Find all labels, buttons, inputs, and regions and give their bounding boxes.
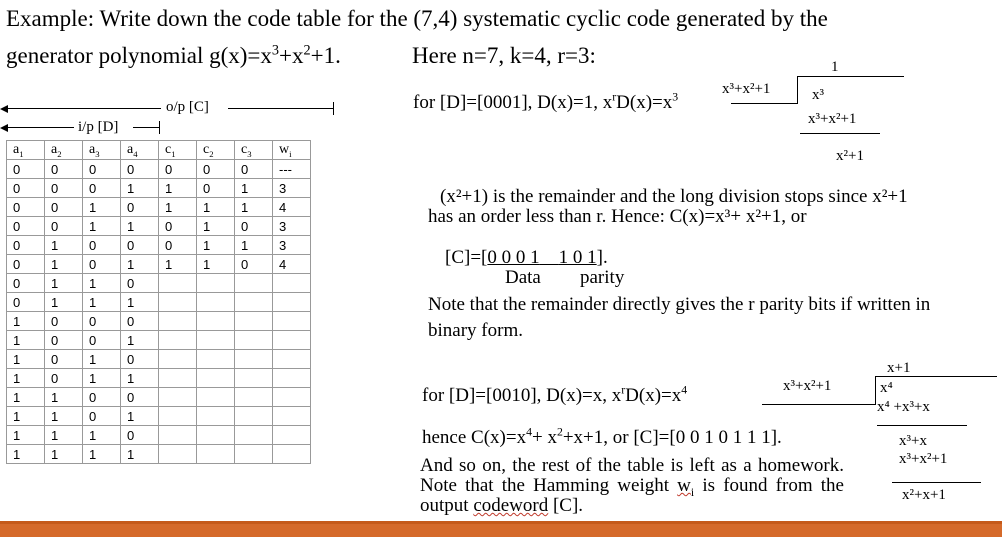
table-cell: 0 [121,312,159,331]
table-row [7,179,311,198]
table-cell: 1 [7,445,45,464]
column-header-a2: $a_2$ [45,141,83,160]
table-row [7,369,311,388]
table-cell [197,350,235,369]
table-row [7,198,311,217]
table-cell: 1 [45,426,83,445]
table-cell [159,407,197,426]
table-cell: 1 [83,198,121,217]
table-cell [159,274,197,293]
column-header-c2: $c_2$ [197,141,235,160]
footer-accent-bar [0,521,1002,537]
remainder-explanation-2: has an order less than r. Hence: C(x)=x³+ x²+1, or [428,206,807,227]
table-cell: 0 [83,255,121,274]
table-cell: 0 [121,160,159,179]
table-cell: 0 [121,198,159,217]
table-cell: 0 [45,217,83,236]
table-cell [273,369,311,388]
table-cell: 3 [273,217,311,236]
table-cell [273,274,311,293]
table-row [7,445,311,464]
table-cell: 1 [197,255,235,274]
table-cell: 1 [197,217,235,236]
table-cell [235,312,273,331]
table-cell: 0 [45,331,83,350]
table-cell [273,312,311,331]
table-cell [273,445,311,464]
table-cell: 0 [7,198,45,217]
table-cell: 1 [121,255,159,274]
table-row [7,388,311,407]
table-cell: 0 [235,217,273,236]
table-cell [273,350,311,369]
table-cell: 1 [197,198,235,217]
table-row [7,312,311,331]
table-header-row [7,141,311,160]
table-cell: 1 [235,236,273,255]
example1-statement: for [D]=[0001], D(x)=1, $x^rD(x)=x^3$ [413,90,679,113]
table-cell: 0 [197,179,235,198]
table-cell: 1 [83,369,121,388]
table-cell: 1 [45,255,83,274]
table-cell: 0 [7,255,45,274]
table-cell [197,369,235,388]
table-cell: 0 [83,160,121,179]
table-cell: 0 [159,160,197,179]
table-cell [235,369,273,388]
table-cell: 0 [45,160,83,179]
parity-label: parity [580,267,625,288]
table-cell: 1 [159,198,197,217]
table-cell: 0 [121,350,159,369]
table-cell: 0 [7,160,45,179]
table-cell: 0 [7,179,45,198]
table-cell: 1 [45,407,83,426]
table-cell: 0 [83,312,121,331]
table-cell: 1 [7,350,45,369]
table-cell: 0 [83,236,121,255]
example2-statement: for [D]=[0010], D(x)=x, $x^rD(x)=x^4$ [422,383,688,406]
table-cell: 0 [197,160,235,179]
title-line-1: Example: Write down the code table for the (7,4) systematic cyclic code generated by the [6,6,828,31]
table-cell: 1 [7,312,45,331]
table-cell: 0 [83,331,121,350]
table-cell [159,369,197,388]
column-header-a3: $a_3$ [83,141,121,160]
division2-subtract-1: x⁴ +x³+x [877,399,930,415]
table-row [7,331,311,350]
codeword-1: [C]=[0 0 0 1 1 0 1]. [445,247,608,268]
table-cell [273,407,311,426]
table-cell [197,445,235,464]
code-table [6,140,311,464]
table-cell [197,388,235,407]
table-cell: 0 [121,236,159,255]
table-cell [235,293,273,312]
code-parameters: Here n=7, k=4, r=3: [412,43,596,68]
remainder-explanation-1: (x²+1) is the remainder and the long division stops since x²+1 [440,186,908,207]
table-cell: 1 [7,331,45,350]
table-row [7,274,311,293]
table-cell: 0 [45,179,83,198]
table-cell: 1 [7,426,45,445]
table-row [7,293,311,312]
example2-result: hence $C(x)=x^4+ x^2+x+1$, or [C]=[0 0 1 0 1 1 1]. [422,425,782,448]
table-cell [235,407,273,426]
column-header-c3: $c_3$ [235,141,273,160]
column-header-wi: $w_i$ [273,141,311,160]
table-cell [235,350,273,369]
table-cell [235,445,273,464]
table-cell: 1 [121,331,159,350]
table-cell [273,331,311,350]
table-cell: 1 [83,217,121,236]
table-cell: 0 [83,388,121,407]
table-cell: 1 [7,388,45,407]
table-cell: 0 [7,293,45,312]
table-cell: --- [273,160,311,179]
table-cell [235,388,273,407]
division1-divisor: x³+x²+1 [722,81,771,97]
table-cell: 4 [273,198,311,217]
division2-dividend: x⁴ [880,380,893,396]
table-cell: 1 [121,179,159,198]
table-cell: 1 [83,445,121,464]
division1-remainder: x²+1 [836,148,864,164]
binary-note: Note that the remainder directly gives the r parity bits if written in binary form. [428,294,931,341]
table-row [7,426,311,445]
table-cell: 0 [235,160,273,179]
table-cell [159,312,197,331]
division1-subtract: x³+x²+1 [808,111,857,127]
table-cell: 1 [7,407,45,426]
table-cell: 1 [121,407,159,426]
table-cell [197,426,235,445]
table-cell: 0 [7,217,45,236]
table-cell: 1 [121,217,159,236]
division2-divisor: x³+x²+1 [783,378,832,394]
table-cell [159,445,197,464]
table-cell: 0 [121,388,159,407]
table-cell [159,331,197,350]
table-cell: 1 [45,445,83,464]
table-cell: 0 [121,426,159,445]
table-row [7,160,311,179]
table-cell: 0 [45,198,83,217]
division2-subtract-2: x³+x²+1 [899,451,948,467]
table-cell [273,388,311,407]
table-cell [197,407,235,426]
table-cell [159,293,197,312]
table-cell [159,426,197,445]
table-cell: 3 [273,179,311,198]
table-row [7,350,311,369]
table-cell: 1 [121,445,159,464]
table-cell [197,312,235,331]
table-cell: 1 [159,179,197,198]
table-row [7,217,311,236]
table-cell [235,426,273,445]
table-cell: 0 [159,236,197,255]
table-cell: 1 [45,388,83,407]
table-cell: 1 [45,274,83,293]
table-cell [273,426,311,445]
table-cell: 0 [45,350,83,369]
table-cell: 3 [273,236,311,255]
division1-dividend: x³ [812,87,824,103]
data-label: Data [505,267,541,288]
table-cell [235,274,273,293]
table-cell: 1 [235,198,273,217]
table-cell: 1 [83,293,121,312]
table-cell: 1 [197,236,235,255]
table-cell [273,293,311,312]
division2-remainder: x²+x+1 [902,487,946,503]
table-cell: 1 [159,255,197,274]
table-cell: 4 [273,255,311,274]
table-cell: 0 [83,179,121,198]
table-cell: 0 [45,312,83,331]
division2-partial: x³+x [899,433,927,449]
table-cell: 1 [121,369,159,388]
table-cell: 0 [7,236,45,255]
table-cell: 1 [121,293,159,312]
table-cell [159,350,197,369]
table-cell: 0 [159,217,197,236]
table-cell: 0 [7,274,45,293]
table-cell [197,274,235,293]
table-cell: 0 [235,255,273,274]
homework-note: And so on, the rest of the table is left as a homework. Note that the Hamming weight $w_i$ is found from the output codeword [C]. [420,455,844,516]
table-cell [235,331,273,350]
table-row [7,407,311,426]
column-header-a1: $a_1$ [7,141,45,160]
table-cell [197,293,235,312]
column-header-c1: $c_1$ [159,141,197,160]
column-header-a4: $a_4$ [121,141,159,160]
table-cell: 0 [83,407,121,426]
table-cell [159,388,197,407]
table-cell: 1 [83,274,121,293]
table-row [7,255,311,274]
output-label: o/p [C] [166,99,209,115]
table-cell: 1 [83,350,121,369]
input-label: i/p [D] [78,119,119,135]
table-cell: 0 [121,274,159,293]
table-cell [197,331,235,350]
table-cell: 0 [45,369,83,388]
table-cell: 1 [7,369,45,388]
division1-quotient: 1 [831,59,839,75]
division2-quotient: x+1 [887,360,911,376]
table-cell: 1 [235,179,273,198]
title-line-2: generator polynomial $g(x)=x^3+x^2+1$. [6,42,341,68]
table-cell: 1 [45,236,83,255]
table-row [7,236,311,255]
table-cell: 1 [45,293,83,312]
table-cell: 1 [83,426,121,445]
